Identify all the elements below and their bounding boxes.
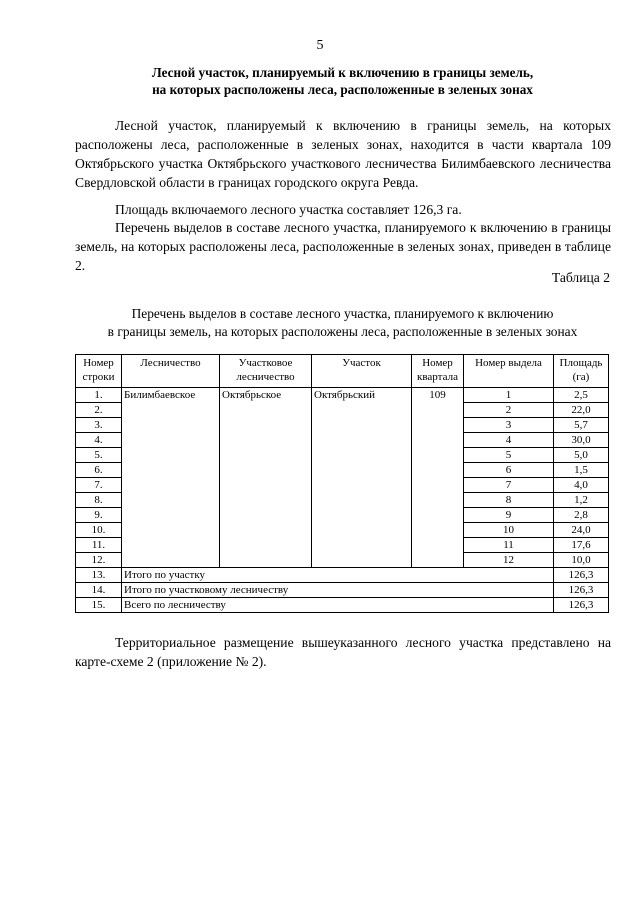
total-row — [76, 598, 609, 613]
area-cell: 5,7 — [554, 418, 609, 433]
vydel-cell: 3 — [464, 418, 554, 433]
vydel-cell: 2 — [464, 403, 554, 418]
vydel-cell: 5 — [464, 448, 554, 463]
row-number: 15. — [76, 598, 122, 613]
header-plot: Участок — [312, 355, 412, 388]
vydel-cell: 4 — [464, 433, 554, 448]
table-caption — [70, 305, 615, 341]
total-label: Всего по лесничеству — [122, 598, 554, 613]
vydel-cell: 7 — [464, 478, 554, 493]
district-forestry-cell: Октябрьское — [220, 388, 312, 568]
caption-line-2: в границы земель, на которых расположены леса, расположенные в зеленых зонах — [107, 324, 578, 339]
row-number: 6. — [76, 463, 122, 478]
total-row — [76, 583, 609, 598]
area-cell: 17,6 — [554, 538, 609, 553]
area-cell: 30,0 — [554, 433, 609, 448]
paragraph-list-reference: Перечень выделов в составе лесного участка, планируемого к включению в границы земель, на которых расположены леса, расположенные в зеленых зонах, приведен в таблице 2. — [75, 220, 611, 273]
area-cell: 1,5 — [554, 463, 609, 478]
header-area: Площадь (га) — [554, 355, 609, 388]
total-area: 126,3 — [554, 583, 609, 598]
page-number: 5 — [316, 38, 324, 53]
title-line-2: на которых расположены леса, расположенные в зеленых зонах — [152, 82, 533, 97]
vydel-cell: 6 — [464, 463, 554, 478]
plot-cell: Октябрьский — [312, 388, 412, 568]
row-number: 1. — [76, 388, 122, 403]
area-cell: 5,0 — [554, 448, 609, 463]
row-number: 14. — [76, 583, 122, 598]
row-number: 9. — [76, 508, 122, 523]
row-number: 3. — [76, 418, 122, 433]
caption-line-1: Перечень выделов в составе лесного участка, планируемого к включению — [131, 306, 554, 321]
forestry-cell: Билимбаевское — [122, 388, 220, 568]
header-quarter: Номер квартала — [412, 355, 464, 388]
area-cell: 4,0 — [554, 478, 609, 493]
vydel-cell: 8 — [464, 493, 554, 508]
total-area: 126,3 — [554, 598, 609, 613]
vydel-cell: 11 — [464, 538, 554, 553]
row-number: 7. — [76, 478, 122, 493]
total-row — [76, 568, 609, 583]
header-district-forestry: Участковое лесничество — [220, 355, 312, 388]
area-cell: 2,5 — [554, 388, 609, 403]
total-label: Итого по участковому лесничеству — [122, 583, 554, 598]
row-number: 2. — [76, 403, 122, 418]
header-vydel: Номер выдела — [464, 355, 554, 388]
vydel-cell: 10 — [464, 523, 554, 538]
row-number: 8. — [76, 493, 122, 508]
table-row — [76, 388, 609, 403]
quarter-cell: 109 — [412, 388, 464, 568]
row-number: 13. — [76, 568, 122, 583]
vydel-table — [75, 354, 609, 613]
row-number: 11. — [76, 538, 122, 553]
row-number: 4. — [76, 433, 122, 448]
table-label: Таблица 2 — [551, 270, 610, 285]
row-number: 5. — [76, 448, 122, 463]
section-title — [70, 64, 615, 98]
header-row-number: Номер строки — [76, 355, 122, 388]
area-cell: 2,8 — [554, 508, 609, 523]
paragraph-map-reference: Территориальное размещение вышеуказанного лесного участка представлено на карте-схеме 2 (приложение № 2). — [75, 635, 611, 669]
paragraph-area: Площадь включаемого лесного участка составляет 126,3 га. — [115, 202, 462, 217]
area-cell: 22,0 — [554, 403, 609, 418]
vydel-cell: 1 — [464, 388, 554, 403]
row-number: 10. — [76, 523, 122, 538]
header-forestry: Лесничество — [122, 355, 220, 388]
table-header-row — [76, 355, 609, 388]
title-line-1: Лесной участок, планируемый к включению в границы земель, — [151, 65, 534, 80]
area-cell: 1,2 — [554, 493, 609, 508]
paragraph-location: Лесной участок, планируемый к включению в границы земель, на которых расположены леса, расположенные в зеленых зонах, находится в части квартала 109 Октябрьского участка Октябрьского участкового лесничества Билимбаевского лесничества Свердловской области в границах городского округа Ревда. — [75, 118, 611, 190]
total-area: 126,3 — [554, 568, 609, 583]
vydel-cell: 9 — [464, 508, 554, 523]
area-cell: 24,0 — [554, 523, 609, 538]
total-label: Итого по участку — [122, 568, 554, 583]
row-number: 12. — [76, 553, 122, 568]
area-cell: 10,0 — [554, 553, 609, 568]
vydel-cell: 12 — [464, 553, 554, 568]
